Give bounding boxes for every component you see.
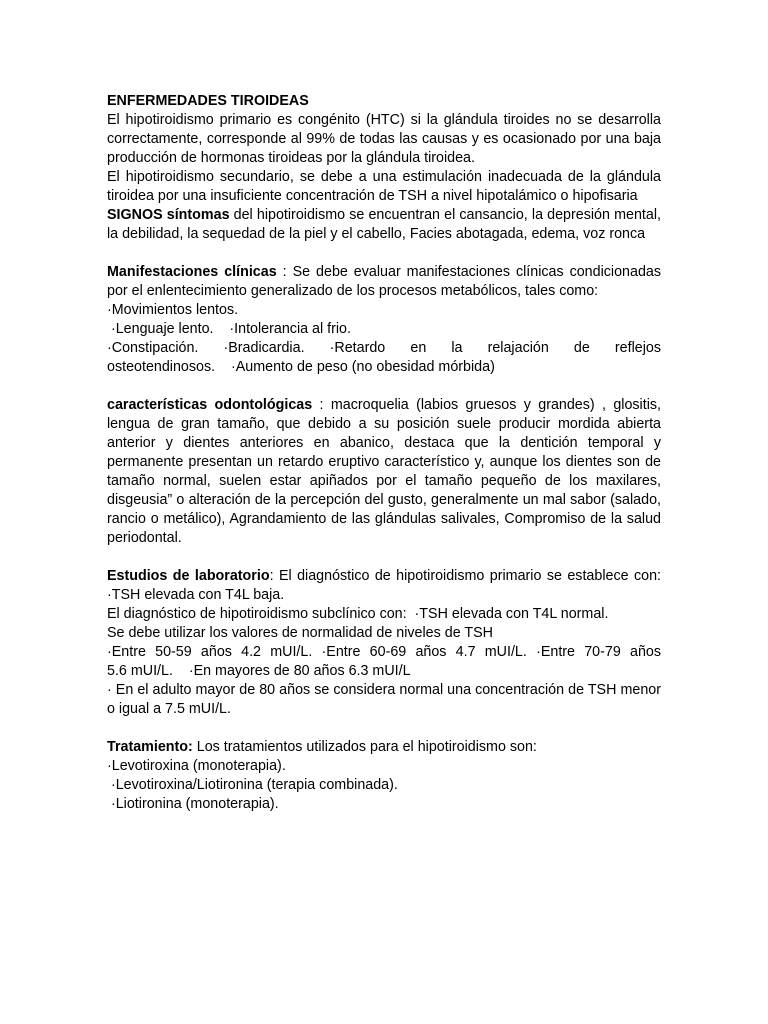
document-body <box>107 92 661 814</box>
laboratorio-line-4: 5.6 mUI/L. ·En mayores de 80 años 6.3 mUI/L <box>107 663 411 679</box>
spacer <box>107 719 661 738</box>
signos-text: del hipotiroidismo se encuentran el cansancio, la depresión mental, la debilidad, la sequedad de la piel y el cabello, Facies abotagada, edema, voz ronca <box>107 207 661 242</box>
odontologicas-text: : macroquelia (labios gruesos y grandes) , glositis, lengua de gran tamaño, que debido a su posición suele producir mordida abierta anterior y dientes anteriores en abanico, destaca que la dentición temporal y permanente presentan un retardo eruptivo característico y, aunque los dientes son de tamaño normal, suelen estar apiñados por el tamaño pequeño de los maxilares, disgeusia” o alteración de la percepción del gusto, generalmente un mal sabor (salado, rancio o metálico), Agrandamiento de las glándulas salivales, Compromiso de la salud periodontal. <box>107 397 662 546</box>
signos-paragraph <box>107 206 661 244</box>
laboratorio-text: : El diagnóstico de hipotiroidismo primario se establece con: ·TSH elevada con T4L baja. <box>107 568 661 603</box>
tratamiento-line-3: ·Liotironina (monoterapia). <box>107 796 279 812</box>
laboratorio-line-5: · En el adulto mayor de 80 años se considera normal una concentración de TSH menor o igual a 7.5 mUI/L. <box>107 682 661 717</box>
manifestaciones-line-4: osteotendinosos. ·Aumento de peso (no obesidad mórbida) <box>107 359 495 375</box>
odontologicas-paragraph <box>107 396 661 548</box>
spacer <box>107 548 661 567</box>
manifestaciones-line-3: ·Constipación. ·Bradicardia. ·Retardo en la relajación de reflejos <box>107 340 661 356</box>
intro-paragraph-secondary: El hipotiroidismo secundario, se debe a una estimulación inadecuada de la glándula tiroidea por una insuficiente concentración de TSH a nivel hipotalámico o hipofisaria <box>107 169 661 204</box>
manifestaciones-line-1: ·Movimientos lentos. <box>107 302 239 318</box>
manifestaciones-label: Manifestaciones clínicas <box>107 264 277 280</box>
tratamiento-label: Tratamiento: <box>107 739 193 755</box>
document-title: ENFERMEDADES TIROIDEAS <box>107 93 309 109</box>
spacer <box>107 244 661 263</box>
manifestaciones-text: : Se debe evaluar manifestaciones clínicas condicionadas por el enlentecimiento generalizado de los procesos metabólicos, tales como: <box>107 264 661 299</box>
laboratorio-line-3: ·Entre 50-59 años 4.2 mUI/L. ·Entre 60-69 años 4.7 mUI/L. ·Entre 70-79 años <box>107 644 661 660</box>
laboratorio-line-1: El diagnóstico de hipotiroidismo subclínico con: ·TSH elevada con T4L normal. <box>107 606 609 622</box>
laboratorio-line-2: Se debe utilizar los valores de normalidad de niveles de TSH <box>107 625 493 641</box>
spacer <box>107 377 661 396</box>
manifestaciones-paragraph <box>107 263 661 301</box>
odontologicas-label: características odontológicas <box>107 397 313 413</box>
laboratorio-label: Estudios de laboratorio <box>107 568 270 584</box>
tratamiento-line-1: ·Levotiroxina (monoterapia). <box>107 758 286 774</box>
tratamiento-paragraph <box>107 738 661 757</box>
intro-paragraph-primary: El hipotiroidismo primario es congénito (HTC) si la glándula tiroides no se desarrolla correctamente, corresponde al 99% de todas las causas y es ocasionado por una baja producción de hormonas tiroideas por la glándula tiroidea. <box>107 112 661 166</box>
tratamiento-line-2: ·Levotiroxina/Liotironina (terapia combinada). <box>107 777 398 793</box>
manifestaciones-line-2: ·Lenguaje lento. ·Intolerancia al frio. <box>107 321 351 337</box>
tratamiento-text: Los tratamientos utilizados para el hipotiroidismo son: <box>192 739 537 755</box>
signos-label: SIGNOS síntomas <box>107 207 230 223</box>
laboratorio-paragraph <box>107 567 661 605</box>
